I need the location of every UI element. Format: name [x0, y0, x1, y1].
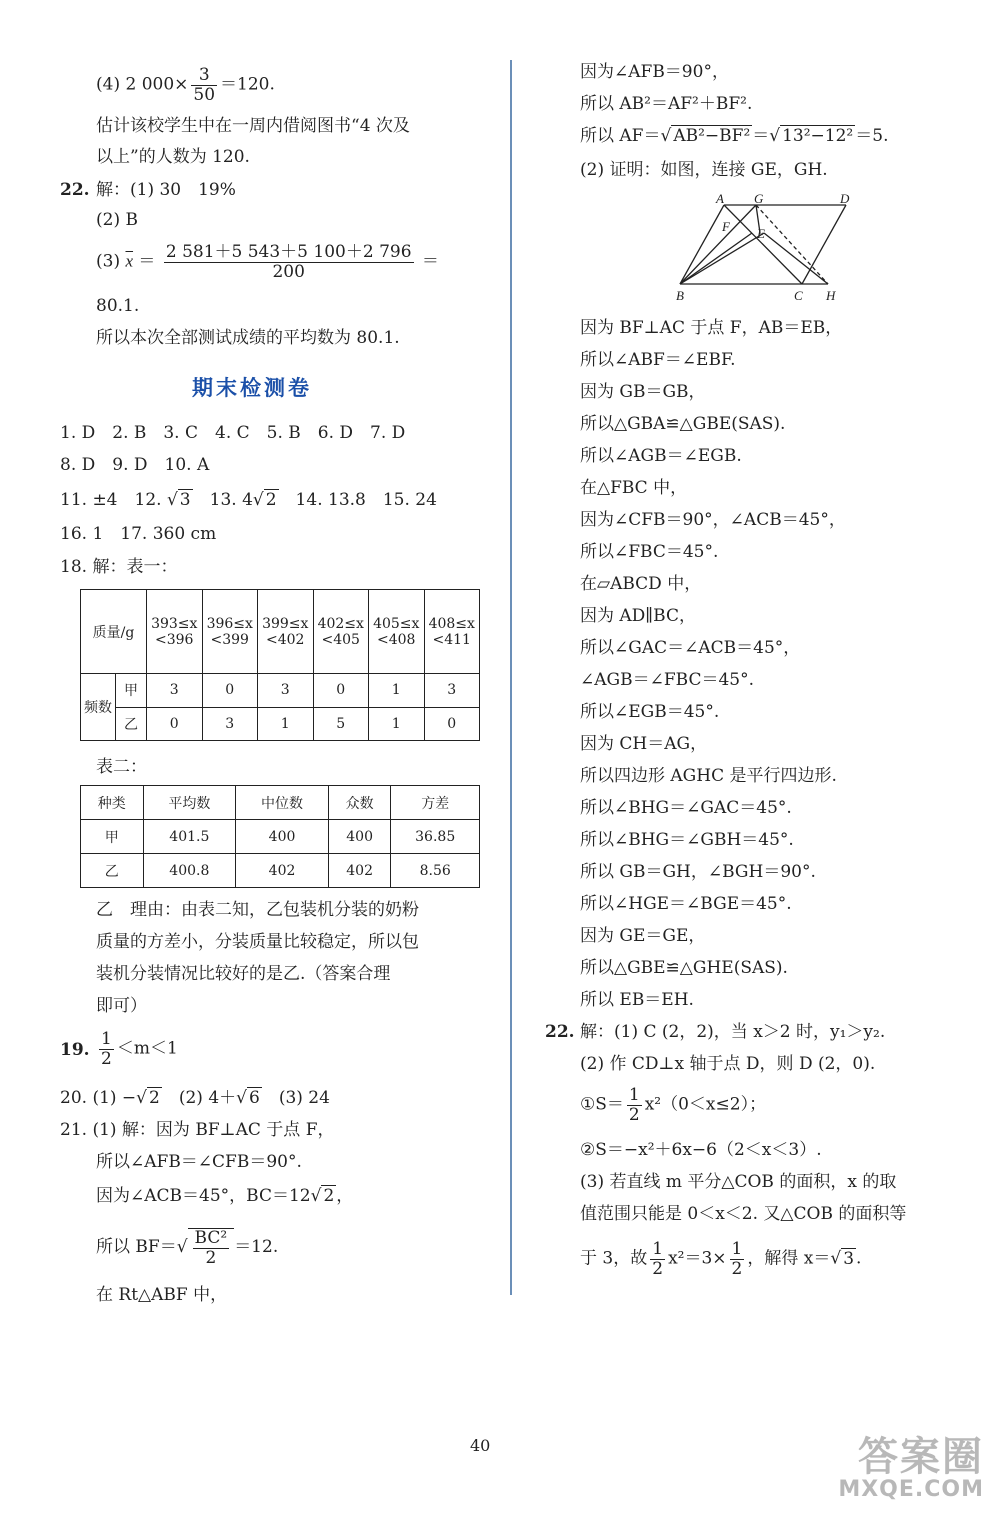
- table2-header: 众数: [328, 786, 391, 820]
- segment-eh: [764, 233, 828, 284]
- sqrt-radicand: 2: [149, 1088, 160, 1108]
- proof-7: 因为∠CFB＝90°，∠ACB＝45°，: [580, 510, 846, 530]
- text: (2) 4＋: [161, 1088, 237, 1108]
- table1-range-4: [313, 590, 369, 674]
- left-l2: 估计该校学生中在一周内借阅图书“4 次及: [96, 116, 410, 136]
- frac-den: 2: [101, 1048, 112, 1069]
- right-q22-l5: (3) 若直线 m 平分△COB 的面积，x 的取: [580, 1172, 897, 1192]
- table1-range-6: [424, 590, 480, 674]
- q20: 20. (1) −√ 2 (2) 4＋√ 6 (3) 24: [60, 1088, 330, 1108]
- proof-22: 所以 EB＝EH.: [580, 990, 694, 1010]
- text: ①S＝: [580, 1094, 624, 1115]
- frac-den: 2: [628, 1104, 640, 1125]
- q19-answer: [96, 1030, 178, 1068]
- table1-cell: 5: [313, 707, 369, 741]
- right-l1: 因为∠AFB＝90°，: [580, 62, 729, 82]
- frac-num: 1: [628, 1085, 640, 1105]
- label-b: B: [676, 288, 684, 303]
- table1-range-2: [202, 590, 258, 674]
- text: 14. 13.8 15. 24: [278, 490, 437, 510]
- sqrt-radicand: 13²−12²: [782, 126, 854, 146]
- fraction: [650, 1240, 665, 1278]
- q22-l1: 解：(1) 30 19%: [96, 180, 236, 200]
- table1-row-label: 乙: [116, 707, 147, 741]
- left-l1: [96, 66, 275, 104]
- fraction: [191, 66, 217, 104]
- sqrt-radicand: AB²−BF²: [673, 126, 751, 146]
- text: (3): [96, 251, 126, 272]
- range-high: <402: [266, 631, 305, 648]
- answers-3: 11. ±4 12. √ 3 13. 4√ 2 14. 13.8 15. 24: [60, 490, 437, 510]
- text: ＝: [133, 251, 161, 272]
- fraction: [627, 1086, 642, 1124]
- right-l2: 所以 AB²＝AF²＋BF².: [580, 94, 753, 114]
- label-h: H: [826, 288, 836, 303]
- sqrt-radicand: 2: [323, 1186, 335, 1206]
- proof-3: 因为 GB＝GB，: [580, 382, 706, 402]
- fraction: [99, 1030, 114, 1068]
- range-low: 393≤x: [151, 615, 198, 632]
- right-q22-l4: ②S＝−x²＋6x−6（2＜x＜3）.: [580, 1140, 822, 1160]
- proof-13: 所以∠EGB＝45°.: [580, 702, 720, 722]
- q22-l4: 80.1.: [96, 296, 140, 316]
- text: ＝: [752, 126, 770, 146]
- reason-l2: 质量的方差小，分装质量比较稳定，所以包: [96, 932, 419, 952]
- sqrt-radicand: 6: [249, 1088, 260, 1108]
- text: 11. ±4 12.: [60, 490, 167, 510]
- reason-l1: 乙 理由：由表二知，乙包装机分装的奶粉: [96, 900, 419, 920]
- q21-l2: 所以∠AFB＝∠CFB＝90°.: [96, 1152, 302, 1172]
- text: 于 3，故: [580, 1248, 648, 1269]
- table2-header: 平均数: [143, 786, 236, 820]
- text: ＝: [416, 251, 439, 272]
- sqrt-radicand: 2: [265, 490, 277, 510]
- table2-header: 中位数: [236, 786, 329, 820]
- text: ＝5.: [855, 126, 889, 146]
- segment-bf: [680, 233, 752, 284]
- proof-18: 所以 GB＝GH，∠BGH＝90°.: [580, 862, 816, 882]
- q21-l5: 在 Rt△ABF 中，: [96, 1285, 228, 1305]
- text: (4) 2 000×: [96, 74, 189, 95]
- range-high: <411: [432, 631, 471, 648]
- answers-1: 1. D 2. B 3. C 4. C 5. B 6. D 7. D: [60, 423, 406, 443]
- frac-num: BC²: [194, 1228, 228, 1248]
- q19-number: 19.: [60, 1040, 90, 1060]
- watermark-logo-text: 答案圈: [858, 1434, 984, 1480]
- table2-cell: 乙: [81, 854, 144, 888]
- table2-cell: 400.8: [143, 854, 236, 888]
- table-2: [80, 785, 480, 888]
- frac-den: 2: [731, 1258, 743, 1279]
- q21-l1: 21. (1) 解：因为 BF⊥AC 于点 F，: [60, 1120, 335, 1140]
- table1-cell: 1: [258, 707, 314, 741]
- geometry-figure: [668, 190, 868, 306]
- table1-cell: 3: [202, 707, 258, 741]
- table1-cell: 3: [258, 674, 314, 708]
- right-q22-number: 22.: [545, 1022, 575, 1042]
- right-q22-l7: 于 3，故 $\frac{1}{2}$ x²＝3× $\frac{1}{2}$ ，解得 x＝√ 3 .: [580, 1239, 862, 1279]
- proof-6: 在△FBC 中，: [580, 478, 688, 498]
- q18-intro: 18. 解：表一：: [60, 557, 178, 577]
- proof-2: 所以∠ABF＝∠EBF.: [580, 350, 736, 370]
- right-q22-l3: [580, 1086, 766, 1124]
- frac-num: 2 581＋5 543＋5 100＋2 796: [165, 242, 412, 262]
- table-1: [80, 589, 480, 741]
- fraction: [164, 243, 414, 281]
- table1-header-frequency: 频数: [81, 674, 116, 741]
- range-low: 402≤x: [317, 615, 364, 632]
- page-number: 40: [470, 1436, 491, 1455]
- frac-den: 2: [205, 1247, 217, 1268]
- table1-range-5: [369, 590, 425, 674]
- text: x²（0＜x≤2）；: [644, 1094, 767, 1115]
- frac-den: 50: [193, 84, 216, 105]
- frac-den: 2: [652, 1258, 664, 1279]
- range-high: <399: [210, 631, 249, 648]
- proof-11: 所以∠GAC＝∠ACB＝45°，: [580, 638, 801, 658]
- text: 所以 AF＝: [580, 126, 661, 146]
- label-f: F: [722, 219, 730, 234]
- table1-row-label: 甲: [116, 674, 147, 708]
- proof-8: 所以∠FBC＝45°.: [580, 542, 719, 562]
- right-q22-l2: (2) 作 CD⊥x 轴于点 D，则 D (2，0).: [580, 1054, 876, 1074]
- proof-20: 因为 GE＝GE，: [580, 926, 706, 946]
- proof-21: 所以△GBE≌△GHE(SAS).: [580, 958, 788, 978]
- q21-l4: 所以 BF＝√ $\frac{\text{BC²}}{2}$ ＝12.: [96, 1228, 279, 1268]
- proof-1: 因为 BF⊥AC 于点 F，AB＝EB，: [580, 318, 843, 338]
- q22-l5: 所以本次全部测试成绩的平均数为 80.1.: [96, 328, 400, 348]
- right-l3: 所以 AF＝√ AB²−BF² ＝√ 13²−12² ＝5.: [580, 126, 889, 146]
- right-q22-l1: 解：(1) C (2，2)，当 x＞2 时，y₁＞y₂.: [580, 1022, 886, 1042]
- proof-14: 因为 CH＝AG，: [580, 734, 708, 754]
- q22-number: 22.: [60, 180, 90, 200]
- text: 20. (1) −: [60, 1088, 137, 1108]
- frac-num: 1: [652, 1239, 664, 1259]
- fraction: [730, 1240, 745, 1278]
- table1-header-quality: 质量/g: [81, 590, 147, 674]
- fraction: [193, 1229, 230, 1267]
- label-d: D: [840, 191, 850, 206]
- text: ＝12.: [234, 1237, 279, 1258]
- q22-l3: [96, 243, 439, 281]
- mean-symbol: $\overline{x}$: [125, 251, 134, 271]
- text: 因为∠ACB＝45°，BC＝12: [96, 1186, 311, 1206]
- table2-cell: 402: [236, 854, 329, 888]
- proof-4: 所以△GBA≌△GBE(SAS).: [580, 414, 786, 434]
- text: (3) 24: [261, 1088, 330, 1108]
- watermark: [838, 1434, 984, 1502]
- sqrt-radicand: 3: [179, 490, 191, 510]
- table1-cell: 0: [202, 674, 258, 708]
- proof-15: 所以四边形 AGHC 是平行四边形.: [580, 766, 837, 786]
- table1-cell: 1: [369, 707, 425, 741]
- proof-16: 所以∠BHG＝∠GAC＝45°.: [580, 798, 792, 818]
- sqrt-radicand: 3: [843, 1248, 855, 1269]
- segment-gh: [756, 205, 828, 284]
- table2-cell: 8.56: [391, 854, 480, 888]
- frac-num: 1: [731, 1239, 743, 1259]
- text: 所以 BF＝: [96, 1237, 177, 1258]
- frac-den: 200: [272, 261, 305, 282]
- left-l3: 以上”的人数为 120.: [96, 147, 250, 167]
- range-high: <408: [377, 631, 416, 648]
- watermark-url: MXQE.COM: [838, 1477, 984, 1502]
- text: ，解得 x＝: [747, 1248, 831, 1269]
- range-low: 405≤x: [373, 615, 420, 632]
- label-g: G: [754, 191, 764, 206]
- range-high: <396: [155, 631, 194, 648]
- table2-cell: 甲: [81, 820, 144, 854]
- table1-cell: 3: [147, 674, 203, 708]
- table2-cell: 36.85: [391, 820, 480, 854]
- proof-9: 在▱ABCD 中，: [580, 574, 702, 594]
- right-l4: (2) 证明：如图，连接 GE，GH.: [580, 160, 828, 180]
- table2-cell: 402: [328, 854, 391, 888]
- table2-cell: 400: [236, 820, 329, 854]
- table1-cell: 0: [147, 707, 203, 741]
- table2-header: 种类: [81, 786, 144, 820]
- reason-l3: 装机分装情况比较好的是乙.（答案合理: [96, 964, 391, 984]
- table1-cell: 0: [313, 674, 369, 708]
- text: ，: [336, 1186, 354, 1206]
- table1-range-1: [147, 590, 203, 674]
- proof-19: 所以∠HGE＝∠BGE＝45°.: [580, 894, 792, 914]
- q21-l3: 因为∠ACB＝45°，BC＝12√ 2 ，: [96, 1186, 354, 1206]
- proof-5: 所以∠AGB＝∠EGB.: [580, 446, 742, 466]
- label-e: E: [757, 226, 765, 241]
- text: ＝120.: [220, 74, 275, 95]
- column-divider: [510, 60, 512, 1295]
- section-title: 期末检测卷: [192, 376, 312, 400]
- segment-dc: [802, 205, 846, 284]
- table1-cell: 3: [424, 674, 480, 708]
- table1-cell: 0: [424, 707, 480, 741]
- proof-12: ∠AGB＝∠FBC＝45°.: [580, 670, 754, 690]
- range-low: 408≤x: [428, 615, 475, 632]
- sqrt-radicand: [188, 1228, 235, 1267]
- right-q22-l6: 值范围只能是 0＜x＜2. 又△COB 的面积等: [580, 1204, 907, 1224]
- table2-cell: 401.5: [143, 820, 236, 854]
- text: 13. 4: [192, 490, 253, 510]
- frac-num: 3: [191, 66, 217, 86]
- range-low: 399≤x: [262, 615, 309, 632]
- frac-num: 1: [101, 1029, 112, 1049]
- answers-2: 8. D 9. D 10. A: [60, 455, 210, 475]
- label-a: A: [716, 191, 724, 206]
- label-c: C: [794, 288, 803, 303]
- table1-range-3: [258, 590, 314, 674]
- text: x²＝3×: [668, 1248, 727, 1269]
- proof-10: 因为 AD∥BC，: [580, 606, 696, 626]
- table2-cell: 400: [328, 820, 391, 854]
- text: ＜m＜1: [116, 1038, 178, 1059]
- answers-4: 16. 1 17. 360 cm: [60, 524, 217, 544]
- proof-17: 所以∠BHG＝∠GBH＝45°.: [580, 830, 794, 850]
- text: .: [856, 1248, 862, 1269]
- table2-header: 方差: [391, 786, 480, 820]
- table2-label: 表二：: [96, 757, 147, 777]
- range-high: <405: [321, 631, 360, 648]
- reason-l4: 即可）: [96, 996, 147, 1016]
- table1-cell: 1: [369, 674, 425, 708]
- range-low: 396≤x: [206, 615, 253, 632]
- q22-l2: (2) B: [96, 210, 138, 230]
